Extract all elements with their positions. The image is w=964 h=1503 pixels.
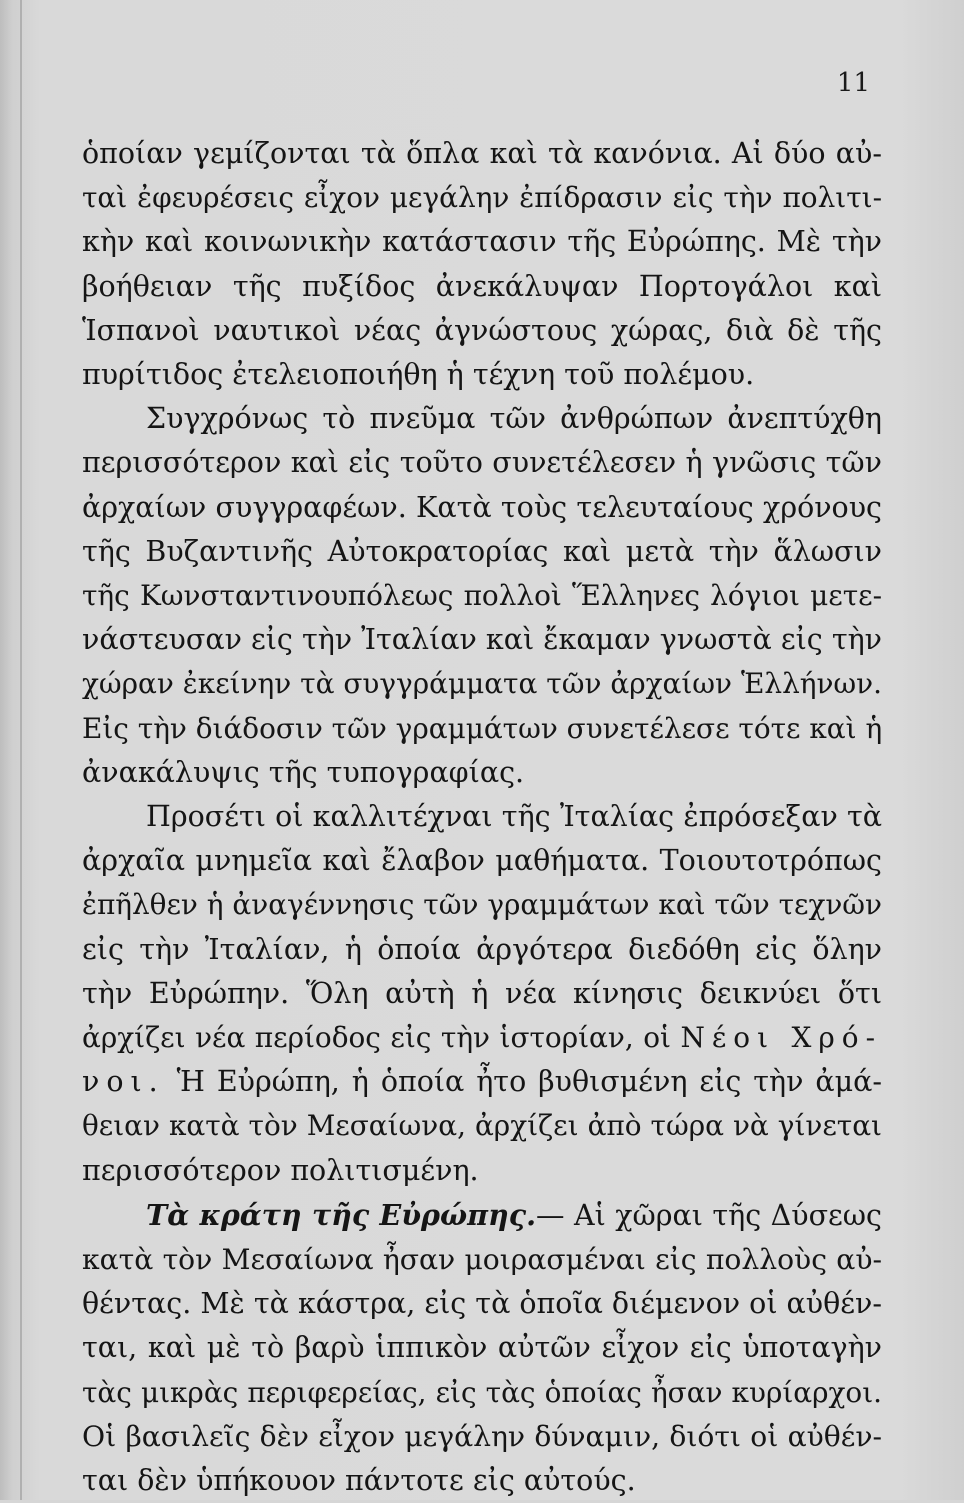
text-line: πυρίτιδος ἐτελειοποιήθη ἡ τέχνη τοῦ πολέμου. [82, 358, 755, 392]
text-line: ται, καὶ μὲ τὸ βαρὺ ἱππικὸν αὐτῶν εἶχον εἰς ὑποταγὴν [82, 1331, 882, 1365]
spaced-term: Νέοι Χρό- [680, 1021, 882, 1055]
text-line: κὴν καὶ κοινωνικὴν κατάστασιν τῆς Εὐρώπης. Μὲ τὴν [82, 225, 882, 259]
text-line: εἰς τὴν Ἰταλίαν, ἡ ὁποία ἀργότερα διεδόθη εἰς ὅλην [82, 932, 882, 966]
text-line: θειαν κατὰ τὸν Μεσαίωνα, ἀρχίζει ἀπὸ τώρα νὰ γίνεται [82, 1109, 882, 1143]
text-line: βοήθειαν τῆς πυξίδος ἀνεκάλυψαν Πορτογάλοι καὶ [82, 269, 882, 303]
section-heading: Τὰ κράτη τῆς Εὐρώπης. [146, 1197, 537, 1232]
page-body [82, 132, 882, 1503]
text-line: Ἱσπανοὶ ναυτικοὶ νέας ἀγνώστους χώρας, διὰ δὲ τῆς [82, 313, 882, 347]
text-line: ἀρχαῖα μνημεῖα καὶ ἔλαβον μαθήματα. Τοιουτοτρόπως [82, 844, 882, 878]
text-line: νάστευσαν εἰς τὴν Ἰταλίαν καὶ ἔκαμαν γνωστὰ εἰς τὴν [82, 623, 882, 657]
text-segment: ἀρχίζει νέα περίοδος εἰς τὴν ἱστορίαν, οἱ [82, 1021, 671, 1055]
text-line: ἐπῆλθεν ἡ ἀναγέννησις τῶν γραμμάτων καὶ τῶν τεχνῶν [82, 888, 882, 922]
text-line: κατὰ τὸν Μεσαίωνα ἦσαν μοιρασμέναι εἰς πολλοὺς αὐ- [82, 1243, 882, 1277]
text-line: τῆς Βυζαντινῆς Αὐτοκρατορίας καὶ μετὰ τὴν ἅλωσιν [82, 534, 882, 568]
text-line: ταὶ ἐφευρέσεις εἶχον μεγάλην ἐπίδρασιν εἰς τὴν πολιτι- [82, 181, 882, 215]
text-line: Οἱ βασιλεῖς δὲν εἶχον μεγάλην δύναμιν, διότι οἱ αὐθέν- [82, 1419, 882, 1453]
text-line: Προσέτι οἱ καλλιτέχναι τῆς Ἰταλίας ἐπρόσεξαν τὰ [146, 800, 882, 834]
text-line: ἀνακάλυψις τῆς τυπογραφίας. [82, 755, 525, 789]
text-line: περισσότερον πολιτισμένη. [82, 1153, 479, 1187]
text-line: Εἰς τὴν διάδοσιν τῶν γραμμάτων συνετέλεσε τότε καὶ ἡ [82, 711, 882, 745]
text-line: περισσότερον καὶ εἰς τοῦτο συνετέλεσεν ἡ γνῶσις τῶν [82, 446, 882, 480]
text-line [82, 1016, 882, 1060]
text-line: ται δὲν ὑπήκουον πάντοτε εἰς αὐτούς. [82, 1464, 636, 1498]
spaced-term: νοι. [82, 1065, 165, 1099]
page-number: 11 [836, 68, 870, 98]
text-line: θέντας. Μὲ τὰ κάστρα, εἰς τὰ ὁποῖα διέμενον οἱ αὐθέν- [82, 1287, 882, 1321]
text-line: χώραν ἐκείνην τὰ συγγράμματα τῶν ἀρχαίων Ἑλλήνων. [82, 667, 882, 701]
text-line: τὰς μικρὰς περιφερείας, εἰς τὰς ὁποίας ἦσαν κυρίαρχοι. [82, 1375, 882, 1409]
text-line [82, 1060, 882, 1104]
text-segment: Ἡ Εὐρώπη, ἡ ὁποία ἦτο βυθισμένη εἰς τὴν ἀμά- [164, 1065, 882, 1099]
text-line: ὁποίαν γεμίζονται τὰ ὅπλα καὶ τὰ κανόνια. Αἱ δύο αὐ- [82, 137, 882, 170]
text-line [82, 1193, 882, 1238]
text-line: τῆς Κωνσταντινουπόλεως πολλοὶ Ἕλληνες λόγιοι μετε- [82, 579, 882, 613]
binding-shadow [20, 0, 22, 1500]
text-line: Συγχρόνως τὸ πνεῦμα τῶν ἀνθρώπων ἀνεπτύχθη [146, 402, 882, 436]
text-line: ἀρχαίων συγγραφέων. Κατὰ τοὺς τελευταίους χρόνους [82, 490, 882, 524]
text-segment: — Αἱ χῶραι τῆς Δύσεως [536, 1198, 882, 1232]
text-line: τὴν Εὐρώπην. Ὅλη αὐτὴ ἡ νέα κίνησις δεικνύει ὅτι [82, 976, 882, 1010]
